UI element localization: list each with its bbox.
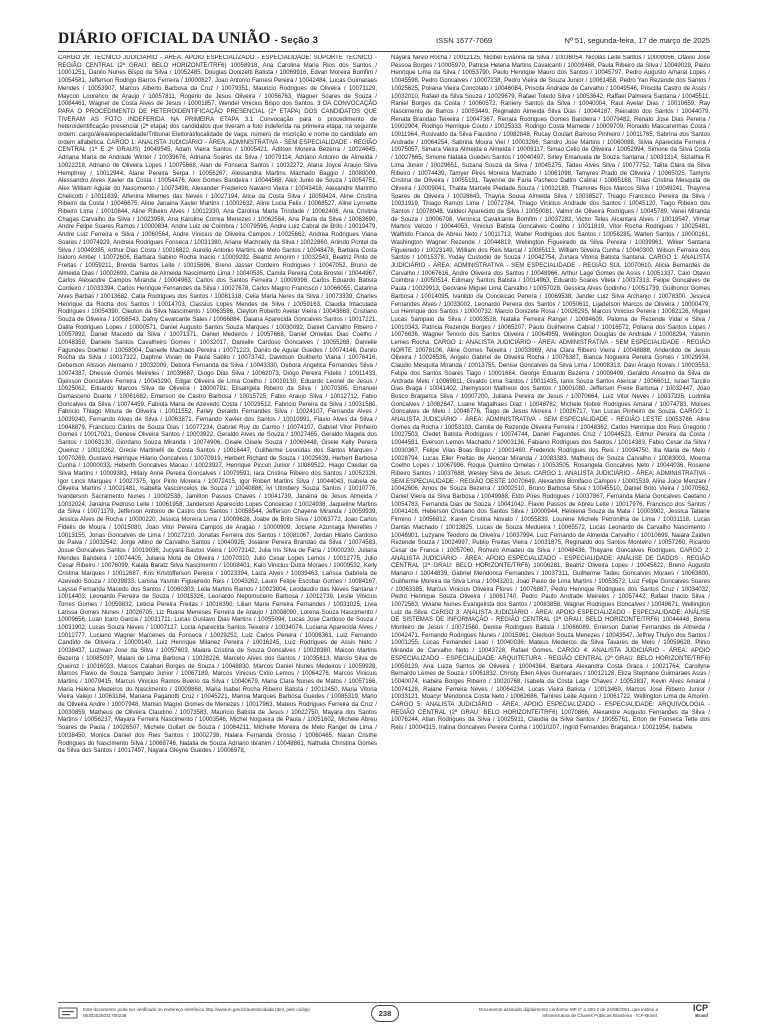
verification-text: Este documento pode ser verificado no endereço eletrônico http://www.in.gov.br/autenticidade.html, pelo código 05302025031700238 bbox=[83, 1007, 310, 1018]
header-rule bbox=[58, 51, 710, 52]
issue-date: Nº 51, segunda-feira, 17 de março de 2025 bbox=[564, 36, 710, 45]
page-header bbox=[58, 30, 710, 50]
footer-rule bbox=[58, 1002, 710, 1003]
journal-name: DIÁRIO OFICIAL DA UNIÃO bbox=[58, 30, 271, 47]
left-column bbox=[58, 55, 377, 1000]
icp-logo-main: ICP bbox=[692, 1003, 708, 1013]
right-column-text: Nayara Nesio Rocha / 10012125, Nicibel Evianna da Silva / 10036054, Nicolas Leite Santos / 10000056, Otavio Jose Pessoa Borges / 10005970, Patricia Helena Martins Cavalcanti / 10009468, Paula Ribeiro da Silva / 10049029, Paulo Henrique Lima da Silva / 10053790, Paulo Henrique Mauro dos Santos / 10045797, Pedro Augusto Amaral Lopes / 10045598, Pedro Goncalves / 10007238, Pedro Vieira de Souza Junior / 10061458, Pedro Yan Rezende dos Santos / 10025625, Poliana Vieira Concolato / 10046084, Priscila Andrade de Carvalho / 10049546, Priscilla Castro de Assis / 10032010, Rafael da Silva Souza / 10029679, Rafael Toledo Silva / 10053642, Raffael Palmeira Santana / 10045511, Raniel Borges da Costa / 10060572, Raniery Santos da Silva / 10040004, Raul Avelar Dias / 10010659, Ray Nascimento de Barros / 10053449, Reginaldo Almeida Silva Dias / 10044187, Reinaldo dos Santos / 10044079, Renata Brandao Teixeira / 10047367, Renata Rodrigues Gomes Bandeira / 10079482, Renato Jose Dias Pereira / 10002904, Rodrigo Henrique Couto / 10025333, Rodrigo Costa Mamede / 10009709, Ronaldo Mascarenhas Costa / 10011964, Rosivaldo da Silva Faustino / 10082848, Rucay Goulart Barroso Pinheiro / 10011765, Sabrina dos Santos Andrade / 10064254, Sabrina Moura Viel / 10003266, Sandro Jose Martins / 10060088, Silvia Aparecida Ferreira / 10075057, Simara Vieira Almeida e Almeida / 10009117, Simao Celio de Oliveira / 10052994, Simone da Silva Costa / 10027665, Simone Natalia Guedes Santos / 10040497, Sirley Emanuela de Souza Santana / 10031314, Siziathia R Lima Junior / 10029651, Suzana Souza da Silva / 10045275, Tadeu Alves Silva / 10077752, Talita Clara da Silva Ribeiro / 10074439, Tamyer Pires Moreira Machado / 10061098, Tamyres Prado de Oliveira / 10065025, Tamyris Cristina de Oliveira / 10055191, Tayenne de Faria Pacheco Daltro Cabral / 10065168, Thais Cristina Mesquita de Oliveira / 10009041, Thalita Marcele Piedade Souza / 10032189, Thamires Rios Marcos Silva / 10049241, Thaynna Soares de Oliveira / 10028843, Thayna Sousa Almeida Silva / 10038527, Thiago Francisco Pereira da Silva / 10031919, Thiago Ramos Lima / 10072784, Thiago Vinicius Andrade dos Santos / 10045120, Tiago Ribeiro dos Santos / 10078048, Valdeci Aparecido da Silva / 10050081, Valmir de Oliveira Rodrigues / 10045789, Vanei Miranda de Souza / 10006708, Veronica Cavalcante Bomfim / 10037282, Victor Teles Alcantara Alves / 10019547, Vilmar Martins Velozo / 10044053, Vinicius Batista Goncalves Coelho / 10011819, Vitor Rocha Rodrigues / 10025481, Walfrido Franca de Abreu Neto / 10011713, Walter Rodrigues dos Santos / 10058285, Warlen Santos / 10000161, Washington Wagner Rezende / 10044819, Wellington Figueiredo da Silva Pereira / 10039961, Wilker Santana Figueiredo / 10023149, William dos Reis Marcal / 10085113, William Silveira Cunha / 10040300, Wilson Ferreira dos Santos / 10015378, Yoday Custodio de Souza / 10042754, Zunara Vitoria Batista Santana. CARGO 1: ANALISTA JUDICIÁRIO - ÁREA: ADMINISTRATIVA - SEM ESPECIALIDADE - REGIÃO SUL 10070610, Alicia Bernardes de Carvalho / 10067616, Andre Oliveira dos Santos / 10048966, Arthur Lage Gomes de Assis / 10051337, Caio Otavio Coimbra / 10050514, Edimary Santos Batista / 10014963, Eduardo Soares Vilela / 10037313, Felipe Goncalves de Paula / 10029913, Geovane Miguel Lima Carvalho / 10057028, Gessica Alves Godinho / 10051739, Guilhonor Gomes Barbosa / 10014095, Ivanildo da Conceicao Pereira / 10069538, Jander Luiz Silva Archanjo / 10078300, Jessica Fernandes Alves / 10033002, Leonardo Pereira dos Santos / 10050611, Lijadetson Marcos de Oliveira / 10000479, Lui Henrique dos Santos / 10000732, Marcio Donizete Rosa / 10026295, Marcos Vinicius Pereira / 10082126, Miguel Lucas Sampaio da Silva / 10003528, Natalia Ferreira Rangel / 10084609, Paloma de Rezende Vidal e Silva / 10010343, Patricia Rezende Borges / 10065207, Paulo Guilherme Cabral / 10016572, Poliana dos Santos Lopes / 10076636, Wagner Tenorio dos Santos Oliveira / 10064959, Wellington Douglas de Andrade / 10008294, Yasmin Lemes Rocha. CARGO 1: ANALISTA JUDICIÁRIO - ÁREA: ADMINISTRATIVA - SEM ESPECIALIDADE - REGIÃO NORTE 10078106, Aline Gomes Teixeira / 10033969, Ana Clara Ribeiro Vieira / 10048888, Andenildo de Jesus Oliveira / 10026536, Angelo Gabriel de Oliveira Rocha / 10076387, Bianca Nogueira Pereira Gomes / 10029934, Claudio Mesquita Miranda / 10013755, Denise Goncalves da Silva Lima / 10008313, Davi Araujo Novais / 10003553, Felipe dos Santos Soares Tiago / 10001664, George Eduardo Bezerra / 10009409, Geraldo Anselmo da Silva de Andrade Melo / 10069811, Givaldo Lima Santos / 10011435, Ianis Souza Santos Alencar / 10066011, Israel Tarcilio Dias Braga / 10041402, Jhemysson Matheus dos Santos / 10001080, Jefferson Freire Barbosa / 10032447, Joao Bosco Braganca Silva / 10007200, Juliana Pereira de Jesus / 10070664, Luiz Vitor Neves / 10037335, Ludmila Goncalves / 10082647, Luane Magalhaes Diaz / 10048762, Michele Nobre Rodrigues Amaral / 10074783, Moises Goncalves de Melo / 10048776, Tiago de Jesus Moreira / 10026717, Yan Lucas Pinheiro de Souza. CARGO 1: ANALISTA JUDICIÁRIO - ÁREA: ADMINISTRATIVA - SEM ESPECIALIDADE - REGIÃO LESTE 10053786, Aline Gomes da Rocha / 10053103, Camila de Rezende Oliveira Ferreira / 10048362, Carlos Henrique dos Reis Gregorio / 10027503, Cledet Batista Rodrigues / 10074744, Daniel Fagundes Cruz / 10044523, Edmur Pereira da Costa / 10044581, Everson Lemos Machado / 10003136, Fabiano Rodrigues dos Santos / 10014383, Fabio Cesar da Silva / 10030367, Felipe Vilas Boas Bispo / 10001460, Frederick Rodrigues dos Reis / 10034750, Ilia Maria de Melo / 10028794, Lucas Eller Freitas de Alencar Miranda / 10083383, Matheus de Souza Carvalho / 10083003, Moema Coelho Lopes / 10067996, Roque Quintino Ornelas / 10053505, Rosangela Goncalves Neto / 10044036, Rosiene Ribeiro Santos / 10037688, Wesley Silva de Jesus. CARGO 1: ANALISTA JUDICIÁRIO - ÁREA: ADMINISTRATIVA - SEM ESPECIALIDADE - REGIÃO OESTE 10070649, Alexandre Bonifacio Campos / 10001539, Aline Joice Menzani / 10042606, Amos de Souza Bezerra / 10002510, Bruno Barbosa Silva / 10045510, Daniel Brito Vieira / 10070562, Daniel Vieira da Silva Barbosa / 10049988, Eldo Pires Rodrigues / 10037867, Fernanda Maria Goncalves Caetano / 10054783, Fernanda Dias de Souza / 10041042, Flavio Passos de Abreu Leite / 10017976, Francisco dos Santos / 10041416, Heberson Cristiano dos Santos Silva / 10000944, Heloiena Souza da Mata / 10003902, Jessica Tatiane Firmino / 10056812, Karen Cristina Novato / 10055839, Lourene Michele Petronilha de Lima / 10031118, Lucas Dantas Machado / 10013825, Lucas de Souza Medueira / 10065572, Lucas Leonardo de Carvalho Nascimento / 10046901, Luzyane Teodoro de Oliveira / 10037994, Luiz Fernando de Almeida Carvalho / 10010699, Naiara Zaiden Rezende Souza / 10024997, Publio Freitas Vieira / 10031875, Reginaldo dos Santos Monteiro / 10057260, Ricardo Cesar de Franca / 10057060, Romulo Amadeu da Silva / 10048436, Thayane Goncalves Rodrigues. CARGO 2: ANALISTA JUDICIÁRIO - ÁREA: APOIO ESPECIALIZADO - ESPECIALIDADE: ANÁLISE DE DADOS - REGIÃO CENTRAL (2ª GRAU: BELO HORIZONTE/TRF6) 10006281, Beatriz Oliveira Lopes / 10045622, Breno Augusto Mariano / 10044839, Gabriel Mendonca Fernandes / 10037311, Guilherme Tadeu Goncalves Moraes / 10063800, Guilherme Moreira da Silva Lima / 10043201, Joao Paulo de Lima Martins / 10053572, Luiz Felipe Goncalves Soares / 10063385, Marcus Vinicius Oliveira Flores / 10076887, Pedro Henrique Rodrigues dos Santos Cruz / 10034032, Pedro Henrique Souza Oliveira / 10061740, Pedro Paulo Andrade Meireles / 10057442, Rafael Inacio Silva / 10072563, Viviane Nunes Evangelista dos Santos / 10083858, Wagner Rodrigues Goncalves / 10049671, Wellington Luiz da Silva. CARGO 3: ANALISTA JUDICIÁRIO - ÁREA: APOIO ESPECIALIZADO - ESPECIALIDADE: ANÁLISE DE SISTEMAS DE INFORMAÇÃO - REGIÃO CENTRAL (2ª GRAU: BELO HORIZONTE/TRF6) 10044448, Brena Monteiro de Jesus / 10071560, Denise Rodrigues Batista / 10066089, Emerson Daniel Fernandes de Almeida / 10042471, Fernando Rodrigues Nunes / 10015961, Gledson Souza Menezes / 10043547, Jeffrey Thulyo dos Santos / 10001255, Lucas Fernandes Leao / 10040036, Mateus Medeiros da Silva Tavares de Melo / 10059628, Plinio Miranda de Carvalho Neto / 10043728, Rafael Gomes. CARGO 4: ANALISTA JUDICIÁRIO - ÁREA: APOIO ESPECIALIZADO - ESPECIALIDADE: ARQUITETURA - REGIÃO CENTRAL (2ª GRAU: BELO HORIZONTE/TRF6) 10059129, Ana Luiza Santos de Oliveira / 10004364, Barbara Alexandra Costa Graca / 10021764, Carollyne Bernardo Lemes de Souza / 10061832, Christy Ellen Alves Guimaraes / 10012128, Eliza Stephane Guimaraes Assis / 10040074, Isabela Borges Ribeiro / 10020768, Isabela da Costa Lage Chaves / 10052837, Kevin Alves Amaral / 10074128, Raiane Ferreira Neves / 10064234, Lucas Vieira Batista / 10013469, Marcos Jose Ribeiro Junior / 10033121, Moacyr Mendonca Costa Neto / 10062686, Tamires Leite Aquino / 10061722, Wellington Lima de Amorim. CARGO 5: ANALISTA JUDICIÁRIO - ÁREA: APOIO ESPECIALIZADO - ESPECIALIDADE: ARQUIVOLOGIA - REGIÃO CENTRAL (2ª GRAU: BELO HORIZONTE/TRF6) 10070866, Alexandre Augusto Fernandes da Silva / 10076244, Allan Rodrigues da Silva / 10025911, Claudia da Silva Santos / 10055761, Erton de Fonseca Tette dos Reis / 10004315, Iralina Goncalves Pereira Cunha / 10010207, Ingrid Fernandes Braganca / 10021954, Isabela bbox=[391, 55, 710, 732]
right-column bbox=[391, 55, 710, 1000]
left-column-text: CARGO 28: TÉCNICO JUDICIÁRIO - ÁREA: APOIO ESPECIALIZADO - ESPECIALIDADE: SUPORTE TÉCNICO - REGIÃO CENTRAL (2ª GRAU: BELO HORIZONTE/TRF6) 10058918, Ana Carolina Maria Rios dos Santos / 10001251, Danilo Nunes Bispo da Silva / 10052485, Douglas Donizetti Batista / 10069916, Edvan Moreira Bomfim / 10054581, Jefferson Rodrigo Barros Ferreira / 10000827, Joao Antonio Farnesi Pereira / 10042484, Lucas Guimaraes Mendes / 10053907, Marcos Alberto Barbosa da Cruz / 10079351, Mauricio Rodrigues de Oliveira / 10071129, Maycon Lourenco de Araujo / 10057811, Rogerio de Jesus Oliveira / 10056763, Wagner Soares de Souza / 10084461, Wagner de Costa Alves de Jesus / 10001857, Wendel Vinicius Bispo dos Santos. 3 DA CONVOCAÇÃO PARA O PROCEDIMENTO DE HETEROIDENTIFICAÇÃO PRESENCIAL (2ª ETAPA) DOS CANDIDATOS QUE TIVERAM AS FOTO INDEFERIDA NA PRIMEIRA ETAPA 3.1 Convocação para o procedimento de heteroidentificação presencial (2ª etapa) dos candidatos que tiveram a foto indeferida na primeira etapa, na seguinte ordem: cargo/área/especialidade/Tribunal Eleitoral/localidade de vaga, número de inscrição e nome do candidato em ordem alfabética. CARGO 1: ANALISTA JUDICIÁRIO - ÁREA: ADMINISTRATIVA - SEM ESPECIALIDADE - REGIÃO CENTRAL (1ª E 2ª GRAUS) 10049545, Adam Vieira Santos / 10005421, Adilson Moreira Bezerra / 10024645, Adriana Maria de Andrade Winter / 10039676, Adriana Soares da Silva / 10079114, Adriano Antonio de Almeida / 10022219, Adriano de Oliveira Lopes / 10075668, Alan de Fonseca Santos / 10032272, Alana Joyce Araujo Silva Hemphrey / 10012944, Alane Pereira Serpa / 10056267, Alessandra Martins Machado Baggio / 10080009, Alessandro Alves Xavier da Costa / 10054476, Alex Gomes Bandeira / 10044568, Alex Junio de Souza / 10054751, Alex William Aguiar do Nascimento / 10073498, Alexander Frederico Navarro Vieira / 10043418, Alexandre Marinho Chelicotti / 10011639, Alfenina Milemes das Neves / 10027194, Alice da Costa Silva / 10059424, Aline Cristina Ribeiro da Costa / 10046675, Aline Janaina Xavier Martins / 10002632, Aline Lucia Felix / 10068527, Aline Lynnette Ribeiro Lima / 10010844, Aline Ribeiro Alves / 10012330, Ana Carolina Marta Trindade / 10062406, Ana Cristina Chagas Carvalho da Silva / 10023958, Ana Karoline Correa Menezes / 10062564, Ana Paula da Silva / 10063690, Andre Felipe Soares Ramos / 10000834, Andre Luiz de Coimbra / 10079596, Andre Luiz Cabral de Brito / 10019479, Andre Luiz Ferreira e Silva / 10060564, Andre Vinicius de Oliveira Campos / 10025662, Andrea Rodrigues Viana Soares / 10074929, Andreia Rodrigues Fonseca / 10031380, Ariane Machnelly da Silva / 10022860, Arlindo Pontel da Silva / 10049395, Arthur Dias Costa / 10016822, Aurelio Antonio Martins de Melo Santos / 10048478, Barbara Costa Isidoro Amber / 10072606, Barbara Sabino Rocha Inacio / 10009292, Beatriz Amorim / 10032543, Beatriz Pinto de Freitas / 10059211, Brenda Santos Leite / 10015696, Breno Jasser Cordeiro Rodrigues / 10047052, Bruno de Almeida Dias / 10002699, Camila de Almeida Nascimento Lima / 10040535, Camila Pereira Cota Brostel / 10044967, Carlos Alexandre Campos Miranda / 10004963, Carlos dos Santos Ferreira / 10009398, Carlos Eduardo Batista Cordeiro / 10033394, Carlos Henrique Fernandes da Silva / 10027678, Carlos Magno Francisco / 10066055, Catarina Alves Barbas / 10013682, Catia Rodrigues dos Santos / 10081318, Celia Maria Neres da Silva / 10073339, Charles Henrique da Rocha dos Santos / 10014703, Classius Lopes Mendes de Silva / 10059163, Claudia Imaculada Rodrigues / 10054390, Cleuton da Silva Nascimento / 10063586, Cleyton Roberto Avelar Vieira / 10043668, Cristiano Souza de Oliveira / 10058543, Dafny Cavalcante Sales / 10066884, Daiana Aparecida Goncalves Santos / 10017221, Dalila Rodrigues Lopes / 10000571, Daniel Augusto Santos Souza Marques / 10030092, Daniel Carvalho Ribeiro / 10057892, Daniel Macedo da Silva / 10071371, Daniel Medeiros / 10057668, Daniel Ornellas Dias Coelho / 10048359, Daniele Santos Cavalheiro Gomes / 10032017, Danielle Cardoso Goncalves / 10055268, Danielle Fagundes Doehler / 10058004, Danielle Machado Pereira / 10071223, Danilo de Aguiar Guedes / 10074146, Danilo Rocha da Silva / 10017322, Daphne Vivian de Paula Sabilo / 10073742, Davidson Guilberto Viana / 10076416, Deberson Alisson Alemanio / 10032009, Debora Fernanda da Silva / 10043330, Debora Angelica Fernandes Silva / 10074387, Dhessie Gomes Meireles / 10039687, Diogo Dias Silva / 10062073, Diogo Pereira Fidelis / 10011433, Djeisson Goncalves Ferreira / 10043290, Edgar Oliveira de Lima Coelho / 10019130, Eduardo Leonel de Jesus / 10025062, Eduardo Marcos Silva de Oliveira / 10000791, Elisangela Ribeiro da Silva / 10070305, Emanuel Damasceno Duarte / 10061682, Emerson de Castro Barbosa / 10015725, Fabio Araujo Silva / 10012712, Fabio Goncalves da Silva / 10074459, Fabiola Maria de Azevedo Costa / 10029512, Fabricio Pereira da Silva / 10031580, Fabricio Thiago Moura de Oliveira / 10011552, Farley Geraldo Fernandes Silva / 10024107, Fernanda Alves / 10039240, Fernando Alves de Silva / 10063871, Fernando Xavier dos Santos / 10010991, Flavio Alves da Silva / 10048879, Francisco Carlos de Souza Dias / 10077234, Gabriel Ruy do Carmo / 10074107, Gabriel Vitor Pinheiro Gomes / 10017021, Genese Oliveira Santos / 10003922, Geraldo Alves de Souza / 10027465, Geraldo Magela dos Santos / 10063130, Giordano Souza Miranda / 10074906, Gisele Gisele Souza / 10069448, Gisele Kelly Pereira Queiroz / 10010262, Grecie Martinelli de Costa Santos / 10016447, Guilherme Leonidas dos Santos Marques / 10070269, Gustavo Henrique Hilario Goncalves / 10070919, Herbert Richard de Souza / 10025639, Herbert Barbosa Cunha / 10000033, Heberth Goncalves Macau / 10023927, Henrique Piccoli Junior / 10069522, Hiago Cleidair da Silva Martins / 10009383, Hillary Anne Pereira Goncalves / 10079591, Iara Cristina Ribeiro dos Santos / 10052328, Igor Linck Marques / 10027375, Igor Pinto Moreira / 10072415, Igor Robert Martins Silva / 10044043, Isabela de Oliveira Martins / 10021481, Isabella Vasconcelos de Souza / 10040886, Ivi Utimbery Souza Santos / 10010776, Ivanderson Sacramento Nunes / 10002538, Jamilton Passos Chaves / 10041739, Janaina de Jesus Almeida / 10032024, Janaina Pedroso Leite / 10061958, Janderson Aparecido Lopes Conceicao / 10024938, Jaqueline Martins da Silva / 10071179, Jefferson Antonio de Castro dos Santos / 10058544, Jefferson Chayene Miranda / 10059939, Jessica Alves de Rocha / 10000220, Jessica Moreira Lima / 10009628, Joabe de Brito Silva / 10063772, Joao Carlos Fidelis de Moura / 10015080, Joao Vitor Pereira Campos de Aragao / 10000909, Jociane Azurriaga Meirelles / 10013155, Jonas Goncalves de Lima / 10027210, Jonatas Ferreira dos Santos / 10081067, Jordan Hilario Cardoso de Paiva / 10032542, Jorge Altino de Carvalho Santos / 10040925, Josiane Pereira Brandao da Silva / 10074583, Josue Goncalves Santos / 10019036, Jucyara Bastos Vieira / 10073142, Julia Iris Silva de Faria / 10000230, Juliana Mendes Bandeira / 10074405, Juliana Mota de Oliveira / 10070310, Julio Cesar Lopes Lemos / 10012775, Julio Cesar Ribeiro / 10076099, Kaiala Baratz Silva Nascimento / 10008401, Kaio Vinicius Dutra Moraes / 10009532, Kelly Cristina Marques / 10012687, Kris Kristofferson Pereira / 10023394, Laiza Alves / 10039463, Larissa Gabriela de Azevedo Souza / 10039833, Larissa Yasmin Figueiredo Reis / 10043262, Lauro Felipe Escobar Gomes / 10084167, Laysse Fernanda Macedo dos Santos / 10060303, Leila Martins Ramos / 10023004, Leodaudio das Neves Santana / 10014403, Leonardo Ferreira de Souza / 10015326, Leonardo Nepomuceno Barbosa / 10012739, Leslie Vinicius Torres Gomes / 10059832, Leticia Pereira Freitas / 10016390, Lilian Maria Ferreira Fernandes / 10031025, Livia Larissa Gomes Nunes / 10026705, Liz Ruana Meneses Ferreira de Araujo / 10008090, Lorena Souza Nascimento / 10009656, Luan Icaro Garcia / 10031711, Lucas Gustavo Dias Martins / 10055094, Lucas Jose Cardoso de Souza / 10031902, Lucas Souza Neves / 10007127, Lucia Aparecida Santos Teixeira / 10034074, Luciana Aparecida Alves / 10012777, Luciano Wagner Marcenes da Fonseca / 10029252, Luiz Carlos Pereira / 10006361, Luiz Fernando Candido de Oliveira / 10009140, Luiz Henrique Milanez Pereira / 10016245, Luiz Rodrigues de Assis Neto / 10038437, Luziwan Jose da Silva / 10057603, Maiara Cristina de Souza Goncalves / 10028380, Maicon Martins Bezerra / 10085097, Malani de Lima Barbosa / 10028226, Marcelo Alves dos Santos / 10035613, Marcio Silva de Queiroz / 10016033, Marcos Calabari Borges de Souza / 10048830, Marcos Daniel Nunes Medeiros / 10059928, Marcos Flavio de Souza Sampaio Junior / 10067189, Marcos Vinicius Cirilo Lemos / 10064276, Marcos Vinicius Martins / 10079415, Marcus Vinicius Ramos Bueno da Silva / 10040679, Maria Clara Nunes de Matos / 10057166, Maria Helena Medeiros do Nascimento / 10009868, Maria Isabel Rocha Ribeiro Batista / 10012450, Maria Vitoria Vieira Valejo / 10063184, Mariana Paganotti Cruz / 10045221, Marina Marques Barbosa Guedes / 10085319, Mario de Oliveira Andre / 10007948, Marisio Magno Gomes de Menezes / 10017963, Mateus Rodrigues Ferreira da Cruz / 10030859, Matheus de Oliveira Claudino / 10073583, Mauricio Batista de Jesus / 10022750, Mayara dos Santos Martins / 10056237, Mayara Ferreira Nascimento / 10003546, Michel Nogueira de Paula / 10051602, Michele Abreu Soares de Paula / 10026507, Michele Gullart de Souza / 10064211, Michelle Moreira de Melo Rangel de Lima / 10038450, Monica Daniel dos Reis Santos / 10002738, Naiara Fernanda Grosso / 10060465, Naran Cristhe Rodrigues do Nascimento Silva / 10068746, Natalia de Souza Adriano Ibrahim / 10048861, Nathalia Christina Gomes da Silva dos Santos / 10017497, Nayara Gleyne Guedes / 10006978, bbox=[58, 55, 377, 755]
signature-text: Documento assinado digitalmente conforme MP nº 2.200-2 de 24/08/2001, que institui a Infraestrutura de Chaves Públicas Brasileira - ICP-Brasil. bbox=[478, 1007, 658, 1018]
issn: ISSN 1677-7069 bbox=[436, 36, 493, 45]
journal-section: - Seção 3 bbox=[274, 35, 319, 46]
icp-brasil-logo bbox=[668, 1004, 710, 1022]
page-number: 238 bbox=[371, 1005, 399, 1022]
imprensa-nacional-icon bbox=[58, 1006, 78, 1020]
page-footer bbox=[58, 1004, 710, 1024]
icp-logo-sub: Brasil bbox=[695, 1013, 708, 1018]
journal-title bbox=[58, 30, 318, 50]
